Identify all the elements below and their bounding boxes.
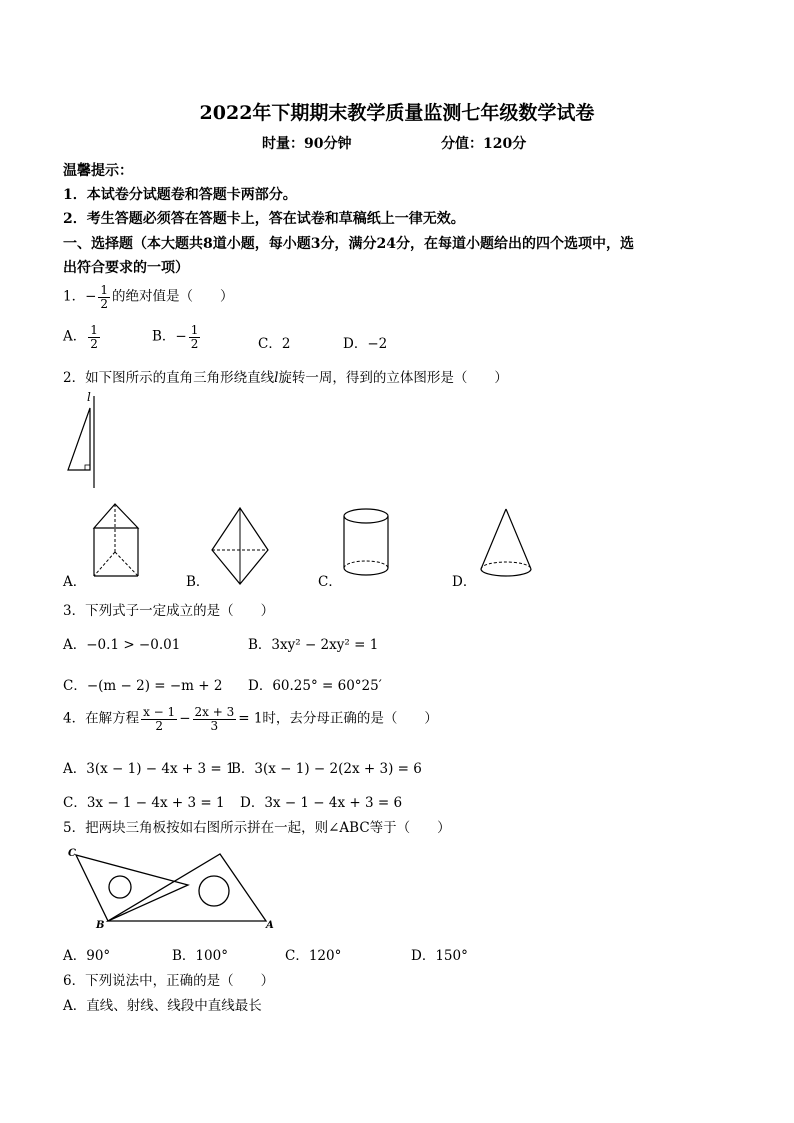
q2-option-d-label: D． <box>452 574 477 590</box>
q4-minus: − <box>179 710 191 727</box>
tip-item-1: 1．本试卷分试题卷和答题卡两部分。 <box>63 187 297 203</box>
q4-fraction-1 <box>141 706 177 732</box>
q4-option-b: B．3(x − 1) − 2(2x + 3) = 6 <box>231 761 422 777</box>
section1-heading-line2: 出符合要求的一项） <box>63 260 189 276</box>
q2-option-c-label: C． <box>318 574 342 590</box>
q4-f1-den: 2 <box>155 718 163 733</box>
q2-stem-var: l <box>274 370 279 386</box>
q6-option-a: A．直线、射线、线段中直线最长 <box>63 998 262 1014</box>
tips-heading: 温馨提示： <box>63 163 133 179</box>
q1-optA-den: 2 <box>90 336 98 351</box>
q1-option-b <box>152 324 202 350</box>
q1-option-c: C．2 <box>258 336 291 352</box>
q1-fraction <box>98 284 110 310</box>
q5-option-c: C．120° <box>285 948 342 964</box>
q2-option-a-label: A． <box>63 574 87 590</box>
axis-label-l: l <box>87 390 91 404</box>
q4-option-d: D．3x − 1 − 4x + 3 = 6 <box>240 795 403 811</box>
q5-option-b: B．100° <box>172 948 228 964</box>
q4-f1-num: x − 1 <box>143 705 176 719</box>
cylinder-figure <box>340 506 400 586</box>
question-5-stem: 5．把两块三角板按如右图所示拼在一起，则∠ABC等于（ ） <box>63 820 451 836</box>
q1-optA-fraction <box>88 324 100 350</box>
q1-optB-label: B．− <box>152 328 187 345</box>
q1-optB-num: 1 <box>190 323 199 337</box>
q4-stem-post: = 1时，去分母正确的是（ ） <box>238 710 438 727</box>
vertex-label-a: A <box>266 920 274 931</box>
vertex-label-c: C <box>68 848 76 859</box>
triangular-prism-figure <box>90 500 150 580</box>
q2-option-b-label: B． <box>186 574 210 590</box>
q4-option-a: A．3(x − 1) − 4x + 3 = 1 <box>63 761 235 777</box>
time-label: 时量：90分钟 <box>262 136 352 152</box>
q1-frac-num: 1 <box>100 283 109 297</box>
q1-optA-num: 1 <box>90 323 98 337</box>
q5-option-a: A．90° <box>63 948 111 964</box>
question-3-stem: 3．下列式子一定成立的是（ ） <box>63 603 275 619</box>
q4-option-c: C．3x − 1 − 4x + 3 = 1 <box>63 795 225 811</box>
q1-prefix: 1．− <box>63 288 97 305</box>
q1-option-d: D．−2 <box>343 336 388 352</box>
q3-option-c: C．−(m − 2) = −m + 2 <box>63 678 223 694</box>
question-1-stem <box>63 284 234 310</box>
cone-figure <box>476 505 546 585</box>
q3-option-b: B．3xy² − 2xy² = 1 <box>248 637 379 653</box>
q4-fraction-2 <box>193 706 237 732</box>
q4-stem-pre: 4．在解方程 <box>63 710 140 727</box>
question-4-stem <box>63 706 438 732</box>
vertex-label-b: B <box>96 920 105 931</box>
q5-option-d: D．150° <box>411 948 468 964</box>
double-cone-figure <box>208 506 278 586</box>
q4-f2-den: 3 <box>210 718 219 733</box>
q4-f2-num: 2x + 3 <box>194 705 235 719</box>
q2-stem-pre: 2．如下图所示的直角三角形绕直线 <box>63 370 275 386</box>
q1-option-a <box>63 324 102 350</box>
q3-option-a: A．−0.1 > −0.01 <box>63 637 181 653</box>
q1-suffix: 的绝对值是（ ） <box>112 288 234 305</box>
q2-stem-post: 旋转一周，得到的立体图形是（ ） <box>278 370 508 386</box>
section1-heading-line1: 一、选择题（本大题共8道小题，每小题3分，满分24分，在每道小题给出的四个选项中，选 <box>63 236 634 252</box>
question-2-stem <box>63 366 508 386</box>
right-triangle-figure <box>62 390 102 490</box>
q3-option-d: D．60.25° = 60°25′ <box>248 678 382 694</box>
q1-optB-fraction <box>189 324 201 350</box>
score-label: 分值：120分 <box>441 136 527 152</box>
q1-optB-den: 2 <box>190 336 199 351</box>
tip-item-2: 2．考生答题必须答在答题卡上，答在试卷和草稿纸上一律无效。 <box>63 211 465 227</box>
q1-optA-label: A． <box>63 328 87 345</box>
question-6-stem: 6．下列说法中，正确的是（ ） <box>63 973 275 989</box>
page-title: 2022年下期期末教学质量监测七年级数学试卷 <box>199 102 595 124</box>
q1-frac-den: 2 <box>100 296 109 311</box>
